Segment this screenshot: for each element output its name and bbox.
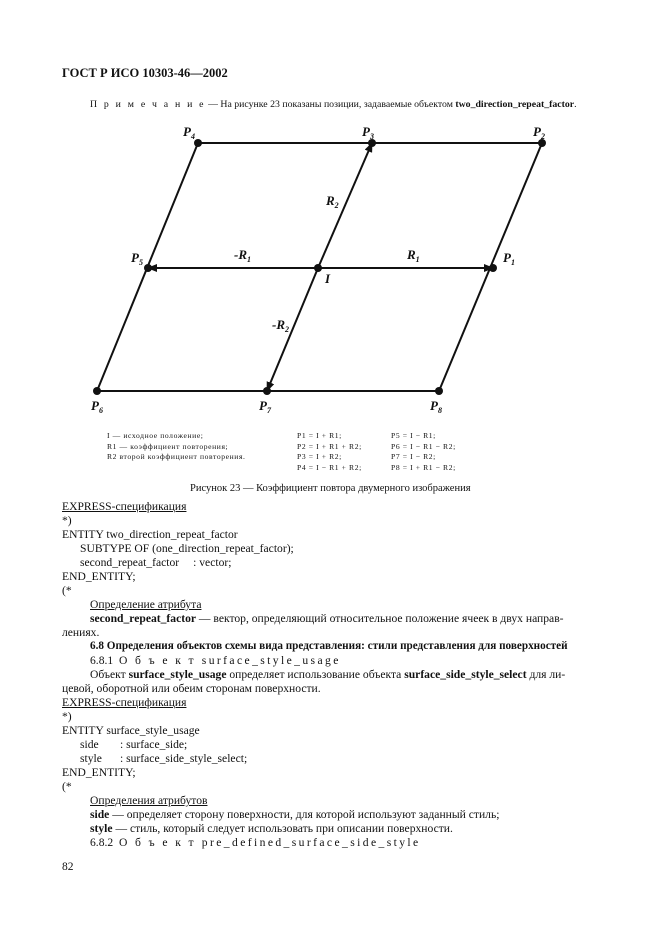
point-p6 <box>93 387 101 395</box>
attr-def-line <box>90 612 564 625</box>
legend-formulas-b <box>391 431 456 473</box>
page-header: ГОСТ Р ИСО 10303-46—2002 <box>62 66 228 80</box>
point-p1 <box>489 264 497 272</box>
legend-item: R1 — коэффициент повторения; <box>107 441 229 451</box>
point-p5 <box>144 264 152 272</box>
label-p2: $P_2$ <box>533 124 545 141</box>
label-p8: $P_8$ <box>430 398 442 415</box>
label-p5: $P_5$ <box>131 250 143 267</box>
figure-caption: Рисунок 23 — Коэффициент повтора двумерного изображения <box>190 483 471 494</box>
def-style-line: style — стиль, который следует использовать при описании поверхности. <box>90 822 453 835</box>
express-spec-heading: EXPRESS-спецификация <box>62 500 187 513</box>
attr-side-line: side : surface_side; <box>80 738 188 751</box>
note-text: — На рисунке 23 показаны позиции, задаваемые объектом <box>205 99 456 110</box>
subsection-6-8-2: 6.8.2 О б ъ е к т pre_defined_surface_side_style <box>90 836 421 849</box>
label-r1: $R_1$ <box>407 247 420 264</box>
label-p7: $P_7$ <box>259 398 271 415</box>
legend-formulas-a <box>297 431 362 473</box>
legend-formula: P2 = I + R1 + R2; <box>297 441 362 451</box>
attr-name: second_repeat_factor <box>80 556 180 569</box>
legend-item: I — исходное положение; <box>107 431 204 440</box>
point-i <box>314 264 322 272</box>
page-number: 82 <box>62 861 74 873</box>
legend-formula: P7 = I − R2; <box>391 452 436 461</box>
legend-item: R2 второй коэффициент повторения. <box>107 452 246 461</box>
end-entity-line-2: END_ENTITY; <box>62 766 136 779</box>
label-p1: $P_1$ <box>503 250 515 267</box>
label-i: I <box>325 271 331 286</box>
legend-formula: P1 = I + R1; <box>297 431 342 440</box>
attribute-line <box>80 556 231 569</box>
section-heading-6-8: 6.8 Определения объектов схемы вида представления: стили представления для поверхностей <box>90 640 568 652</box>
label-p4: $P_4$ <box>183 124 195 141</box>
label-p3: $P_3$ <box>362 124 374 141</box>
subtype-line: SUBTYPE OF (one_direction_repeat_factor); <box>80 542 294 555</box>
attr-type: : vector; <box>193 556 232 569</box>
point-p8 <box>435 387 443 395</box>
point-p4 <box>194 139 202 147</box>
comment-open: (* <box>62 584 72 597</box>
attr-def-name: second_repeat_factor <box>90 612 197 625</box>
note-end: . <box>574 99 577 110</box>
comment-close: *) <box>62 514 72 527</box>
label-minus-r2: $-R_2$ <box>272 317 289 334</box>
attr-style-line: style : surface_side_style_select; <box>80 752 248 765</box>
legend-formula: P3 = I + R2; <box>297 452 342 461</box>
attr-def-cont: лениях. <box>62 626 100 639</box>
legend-formula: P8 = I + R1 − R2; <box>391 462 456 472</box>
label-p6: $P_6$ <box>91 398 103 415</box>
attr-def-text: — вектор, определяющий относительное положение ячеек в двух направ- <box>196 612 564 625</box>
note-entity: two_direction_repeat_factor <box>455 99 575 110</box>
legend-formula: P5 = I − R1; <box>391 431 436 440</box>
label-r2: $R_2$ <box>326 193 339 210</box>
entity-line-2: ENTITY surface_style_usage <box>62 724 200 737</box>
attr-def-heading: Определение атрибута <box>90 598 202 611</box>
point-p7 <box>263 387 271 395</box>
def-side-line: side — определяет сторону поверхности, для которой используют заданный стиль; <box>90 808 500 821</box>
attr-defs-heading: Определения атрибутов <box>90 794 208 807</box>
paragraph-line: Объект surface_style_usage определяет использование объекта surface_side_style_select для ли- <box>90 668 566 681</box>
comment-open-2: (* <box>62 780 72 793</box>
legend-formula: P6 = I − R1 − R2; <box>391 441 456 451</box>
express-spec-heading-2: EXPRESS-спецификация <box>62 696 187 709</box>
note-label: П р и м е ч а н и е <box>90 99 206 110</box>
legend-definitions <box>107 431 246 463</box>
paragraph-cont: цевой, оборотной или обеим сторонам поверхности. <box>62 682 321 695</box>
subsection-6-8-1: 6.8.1 О б ъ е к т surface_style_usage <box>90 654 341 667</box>
end-entity-line: END_ENTITY; <box>62 570 136 583</box>
comment-close-2: *) <box>62 710 72 723</box>
legend-formula: P4 = I − R1 + R2; <box>297 462 362 472</box>
label-minus-r1: $-R_1$ <box>234 247 251 264</box>
entity-line: ENTITY two_direction_repeat_factor <box>62 528 238 541</box>
